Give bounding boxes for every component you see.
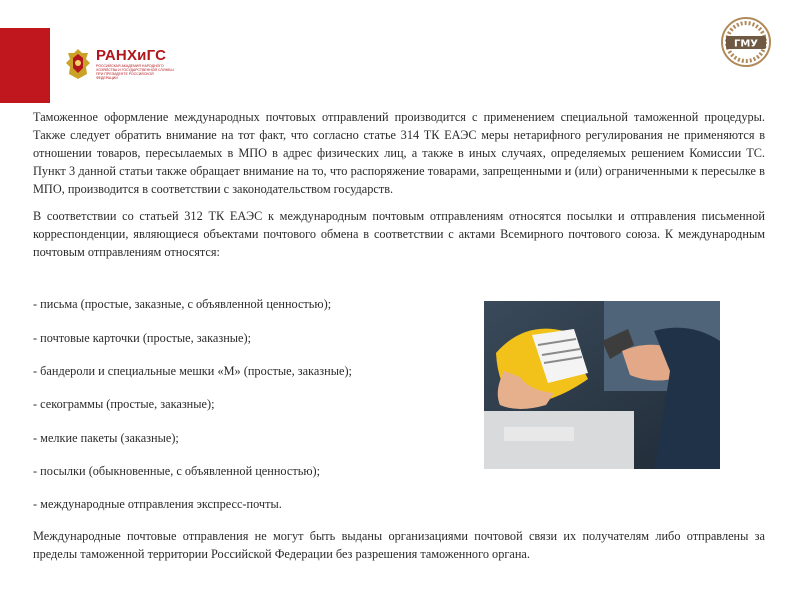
parcel-scanner-photo <box>484 301 720 469</box>
paragraph-3: Международные почтовые отправления не могут быть выданы организациями почтовой связи их получателям либо отправлены за пределы таможенной территории Российской Федерации без разрешения таможенного органа. <box>33 529 765 561</box>
main-text <box>33 108 765 261</box>
list-item: - почтовые карточки (простые, заказные); <box>33 331 252 345</box>
list-item: - секограммы (простые, заказные); <box>33 397 215 411</box>
list-item: - письма (простые, заказные, с объявленной ценностью); <box>33 297 332 311</box>
ranhigs-logo-subtitle: РОССИЙСКАЯ АКАДЕМИЯ НАРОДНОГО ХОЗЯЙСТВА И ГОСУДАРСТВЕННОЙ СЛУЖБЫ ПРИ ПРЕЗИДЕНТЕ РОССИЙСКОЙ ФЕДЕРАЦИИ <box>96 64 174 80</box>
ranhigs-logo <box>65 44 185 84</box>
list-item: - мелкие пакеты (заказные); <box>33 431 179 445</box>
ranhigs-emblem-icon <box>65 48 91 80</box>
header-accent-bar <box>0 28 50 103</box>
list-item: - посылки (обыкновенные, с объявленной ценностью); <box>33 464 321 478</box>
gmu-logo-icon <box>720 16 772 68</box>
ranhigs-logo-title: РАНХиГС <box>96 47 167 64</box>
gmu-logo-text: ГМУ <box>733 38 759 50</box>
list-item: - международные отправления экспресс-почты. <box>33 497 282 511</box>
paragraph-1: Таможенное оформление международных почтовых отправлений производится с применением специальной таможенной процедуры. Также следует обратить внимание на тот факт, что согласно статье 314 ТК ЕАЭС меры нетарифного регулирования не применяются в отношении товаров, пересылаемых в МПО в адрес физических лиц, а также в иных случаях, определяемых решением Комиссии ТС. Пункт 3 данной статьи также обращает внимание на то, что распоряжение товарами, запрещенными и (или) ограниченными к пересылке в МПО, производится в соответствии с законодательством государств. <box>33 110 765 196</box>
list-item: - бандероли и специальные мешки «М» (простые, заказные); <box>33 364 352 378</box>
paragraph-2: В соответствии со статьей 312 ТК ЕАЭС к международным почтовым отправлениям относятся посылки и отправления письменной корреспонденции, являющиеся объектами почтового обмена в соответствии с актами Всемирного почтового союза. К международным почтовым отправлениям относятся: <box>33 209 765 259</box>
